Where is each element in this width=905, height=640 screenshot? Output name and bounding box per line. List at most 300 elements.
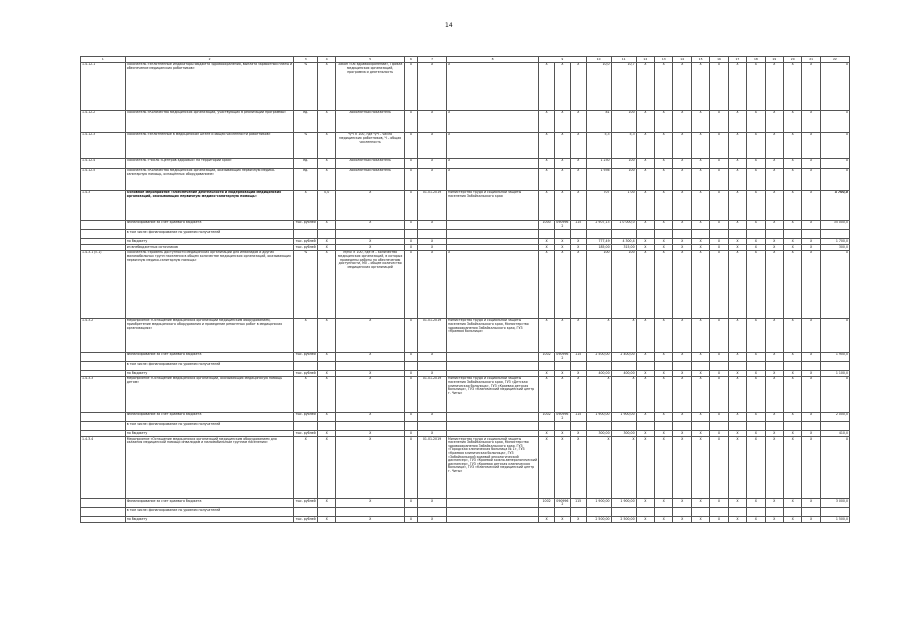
row-code-1: Х — [539, 318, 555, 352]
row-code-2: Х — [554, 62, 570, 110]
row-total — [820, 230, 849, 239]
row-name: Показатель «Уплотнённые индикаторы бюджета здравоохранения, выплата заработной платы и обеспечение медицинских работников» — [125, 62, 294, 110]
row-flag: Х — [404, 132, 417, 158]
row-year-value: Х — [673, 190, 691, 220]
row-year-value: Х — [747, 239, 765, 245]
row-flag: Х — [404, 190, 417, 220]
row-basis — [336, 362, 404, 371]
column-number: 20 — [783, 57, 801, 63]
row-unit — [294, 422, 318, 431]
row-year-value: Х — [655, 376, 673, 412]
row-year-value — [691, 362, 709, 371]
row-year-value: Х — [765, 371, 783, 377]
row-flag: Х — [404, 431, 417, 437]
row-year-value: Х — [710, 190, 728, 220]
row-flag: Х — [404, 437, 417, 499]
row-year-value: Х — [765, 431, 783, 437]
row-year-value: Х — [636, 244, 654, 250]
row-year-value: Х — [636, 318, 654, 352]
row-unit-extra: Х — [318, 376, 336, 412]
row-code: 1.4.12.5 — [81, 168, 126, 190]
row-year-value: Х — [747, 158, 765, 168]
row-flag: Х — [404, 168, 417, 190]
row-unit-extra: 0,0 — [318, 190, 336, 220]
row-value-1: Х — [586, 376, 611, 412]
row-flag: Х — [404, 412, 417, 421]
row-year-value: Х — [802, 517, 820, 523]
row-value-2: Х — [611, 318, 636, 352]
row-code-3: Х — [570, 158, 586, 168]
row-code-3: Х — [570, 62, 586, 110]
row-year-value: Х — [636, 62, 654, 110]
row-code-2: Х — [554, 517, 570, 523]
row-name: Показатель «Число «Центров здоровья» на территории края» — [125, 158, 294, 168]
row-flag: Х — [404, 318, 417, 352]
row-year-value: Х — [636, 437, 654, 499]
row-flag: Х — [404, 376, 417, 412]
row-year-value: Х — [747, 376, 765, 412]
row-year-value: Х — [728, 412, 746, 421]
row-year-value: Х — [802, 132, 820, 158]
row-executor — [447, 422, 539, 431]
row-executor: Министерство труда и социальной защиты населения Забайкальского края, Министерство здравоохранения Забайкальского края, ГУЗ «Краевая больница» — [447, 318, 539, 352]
row-year-value — [655, 508, 673, 517]
row-code-1: Х — [539, 110, 555, 132]
row-unit-extra: Х — [318, 517, 336, 523]
row-total: Х — [820, 250, 849, 318]
row-year-value: Х — [765, 62, 783, 110]
row-year-value: Х — [655, 431, 673, 437]
row-year-value: Х — [765, 250, 783, 318]
row-year-value: Х — [691, 110, 709, 132]
row-year-value: Х — [691, 431, 709, 437]
row-unit: тыс. рублей — [294, 499, 318, 508]
row-total: 1 500,0 — [820, 517, 849, 523]
row-name: Мероприятие «Оснащение медицинских организаций, оказывающих медицинскую помощь детям» — [125, 376, 294, 412]
row-year-value — [691, 230, 709, 239]
row-code-3: 115 — [570, 220, 586, 229]
row-basis — [336, 422, 404, 431]
row-code — [81, 230, 126, 239]
row-basis: Абсолютный показатель — [336, 168, 404, 190]
row-year-value: Х — [765, 437, 783, 499]
row-year-value: Х — [728, 244, 746, 250]
table-row — [81, 499, 850, 508]
row-unit-extra — [318, 230, 336, 239]
row-year-value: Х — [747, 62, 765, 110]
row-code-1: Х — [539, 371, 555, 377]
row-code-2: 0909962 — [556, 412, 569, 421]
row-year-value: Х — [655, 499, 673, 508]
table-row — [81, 362, 850, 371]
row-unit — [294, 362, 318, 371]
row-year-value: Х — [710, 239, 728, 245]
row-year-value: Х — [710, 168, 728, 190]
row-year-value: Х — [783, 110, 801, 132]
row-value-2: 5,3 — [611, 132, 636, 158]
page-number: 14 — [445, 22, 453, 29]
row-flag: Х — [404, 352, 417, 361]
row-year-value: Х — [673, 437, 691, 499]
row-total — [820, 422, 849, 431]
row-year-value: Х — [783, 168, 801, 190]
row-value-1: 1 900,00 — [586, 412, 611, 421]
row-code-1: Х — [539, 250, 555, 318]
row-executor — [447, 499, 539, 508]
row-value-1: 185,00 — [586, 244, 611, 250]
row-code-2 — [554, 362, 570, 371]
row-value-2: 2 400,00 — [611, 352, 636, 361]
row-year-value: Х — [783, 190, 801, 220]
row-year-value: Х — [691, 376, 709, 412]
column-number: 15 — [691, 57, 709, 63]
table-row — [81, 132, 850, 158]
row-year-value: Х — [655, 220, 673, 229]
row-year-value: Х — [673, 371, 691, 377]
row-total: Х — [820, 158, 849, 168]
row-basis: Закон «Об здравоохранении», Приказ медицинских организаций, программа и деятельность — [336, 62, 404, 110]
row-unit: тыс. рублей — [294, 412, 318, 421]
row-flag — [404, 362, 417, 371]
row-name: по бюджету — [125, 239, 294, 245]
row-year-value: Х — [802, 437, 820, 499]
row-year-value: Х — [802, 371, 820, 377]
row-code-2 — [554, 230, 570, 239]
row-code-3: Х — [570, 110, 586, 132]
row-code-1: Х — [539, 62, 555, 110]
row-flag: Х — [404, 244, 417, 250]
row-total: 1 900,0 — [820, 352, 849, 361]
row-unit-extra — [318, 508, 336, 517]
row-year-value: Х — [728, 517, 746, 523]
row-year-value: Х — [765, 158, 783, 168]
row-year-value: Х — [765, 132, 783, 158]
row-code: 1.4.3.3 — [81, 376, 126, 412]
row-year-value: Х — [765, 412, 783, 421]
row-basis — [336, 508, 404, 517]
row-value-2: 100 — [611, 158, 636, 168]
row-year-value: Х — [691, 371, 709, 377]
row-value-2: 10,7 — [611, 62, 636, 110]
row-year-value: Х — [636, 412, 654, 421]
row-flag: Х — [404, 110, 417, 132]
row-value-1: 707 — [586, 190, 611, 220]
row-basis: Х — [336, 190, 404, 220]
row-flag: Х — [404, 158, 417, 168]
row-basis — [336, 230, 404, 239]
row-year-value — [673, 230, 691, 239]
row-year-value: Х — [673, 62, 691, 110]
row-total: 35 000,0 — [820, 220, 849, 229]
row-basis: Х — [336, 220, 404, 229]
row-executor — [447, 412, 539, 421]
row-name: в том числе: финансирование по уровням получателей — [125, 230, 294, 239]
row-year-value: Х — [747, 352, 765, 361]
row-year-value: Х — [655, 62, 673, 110]
table-row — [81, 376, 850, 412]
row-unit-extra: Х — [318, 431, 336, 437]
row-code-1: Х — [539, 517, 555, 523]
row-year-value: Х — [728, 132, 746, 158]
row-executor — [447, 508, 539, 517]
row-year-value — [655, 422, 673, 431]
row-code-3: 115 — [570, 499, 586, 508]
row-year-value — [710, 508, 728, 517]
row-code-2: Х — [554, 168, 570, 190]
row-date: 01.01.2019 — [418, 437, 447, 499]
row-year-value: Х — [691, 437, 709, 499]
row-year-value — [636, 508, 654, 517]
row-year-value: Х — [691, 412, 709, 421]
row-value-2: 4 300,4 — [611, 239, 636, 245]
row-total: Х — [820, 110, 849, 132]
row-value-2: 400,00 — [611, 371, 636, 377]
row-executor — [447, 220, 539, 229]
row-name: в том числе: финансирование по уровням получателей — [125, 362, 294, 371]
column-number: 2 — [125, 57, 294, 63]
row-year-value — [636, 422, 654, 431]
row-date: Х — [418, 371, 447, 377]
row-total: Х — [820, 318, 849, 352]
row-year-value: Х — [728, 371, 746, 377]
row-code-2: Х — [554, 431, 570, 437]
row-unit-extra: Х — [318, 62, 336, 110]
row-year-value: Х — [655, 437, 673, 499]
table-row — [81, 250, 850, 318]
row-year-value: Х — [636, 431, 654, 437]
row-year-value: Х — [710, 371, 728, 377]
row-value-2: 100 — [611, 168, 636, 190]
row-year-value: Х — [728, 239, 746, 245]
row-year-value: Х — [655, 244, 673, 250]
row-year-value: Х — [765, 239, 783, 245]
row-unit-extra: Х — [318, 412, 336, 421]
row-year-value: Х — [691, 352, 709, 361]
row-code: 1.4.3.2 — [81, 318, 126, 352]
row-flag — [404, 230, 417, 239]
row-value-2: 315,00 — [611, 244, 636, 250]
row-date: Х — [418, 110, 447, 132]
row-flag — [404, 422, 417, 431]
row-year-value: Х — [802, 318, 820, 352]
row-year-value: Х — [802, 168, 820, 190]
row-year-value — [783, 508, 801, 517]
row-code-2: Х — [554, 376, 570, 412]
row-total — [820, 508, 849, 517]
row-year-value: Х — [691, 517, 709, 523]
row-year-value: Х — [728, 376, 746, 412]
row-unit: % — [294, 250, 318, 318]
row-total: Х — [820, 132, 849, 158]
row-year-value: Х — [691, 499, 709, 508]
row-executor: Х — [447, 250, 539, 318]
row-code-3: 115 — [570, 352, 586, 361]
row-basis: Х — [336, 239, 404, 245]
row-unit: % — [294, 132, 318, 158]
row-year-value: Х — [636, 352, 654, 361]
row-year-value — [802, 230, 820, 239]
column-number: 19 — [765, 57, 783, 63]
row-value-2: 300,00 — [611, 431, 636, 437]
row-code-3: Х — [570, 517, 586, 523]
row-year-value: Х — [747, 244, 765, 250]
row-year-value: Х — [747, 437, 765, 499]
table-row — [81, 62, 850, 110]
row-unit: ед. — [294, 110, 318, 132]
row-year-value: Х — [636, 158, 654, 168]
column-number: 17 — [728, 57, 746, 63]
row-date: Х — [418, 352, 447, 361]
row-basis: Х — [336, 412, 404, 421]
row-unit: тыс. рублей — [295, 517, 316, 521]
row-value-1: 2 500,00 — [586, 352, 611, 361]
row-value-1: 2 500,00 — [586, 517, 611, 523]
row-year-value: Х — [783, 220, 801, 229]
row-year-value: Х — [655, 412, 673, 421]
column-number: 1 — [81, 57, 126, 63]
row-year-value: Х — [802, 499, 820, 508]
row-year-value: Х — [783, 431, 801, 437]
row-date — [418, 422, 447, 431]
row-year-value: Х — [655, 158, 673, 168]
row-code-3: Х — [570, 431, 586, 437]
row-year-value: Х — [710, 517, 728, 523]
row-value-1: 2 907,13 — [586, 220, 611, 229]
row-year-value: Х — [673, 376, 691, 412]
row-date: Х — [418, 250, 447, 318]
row-year-value: Х — [691, 244, 709, 250]
row-year-value: Х — [710, 220, 728, 229]
row-year-value: Х — [691, 62, 709, 110]
row-year-value: Х — [673, 132, 691, 158]
column-number: 14 — [673, 57, 691, 63]
row-date: Х — [418, 220, 447, 229]
row-code — [81, 352, 126, 361]
row-year-value — [673, 422, 691, 431]
row-code-3: Х — [570, 318, 586, 352]
row-year-value: Х — [802, 431, 820, 437]
row-code-2: Х — [554, 371, 570, 377]
row-year-value: Х — [710, 431, 728, 437]
row-code-3: Х — [570, 239, 586, 245]
row-unit — [294, 508, 318, 517]
row-basis: Х — [336, 376, 404, 412]
row-value-1: 1 900,00 — [586, 499, 611, 508]
table-row — [81, 422, 850, 431]
column-number: 3 — [294, 57, 318, 63]
row-code: 1.4.12.4 — [81, 158, 126, 168]
table-row — [81, 110, 850, 132]
row-value-1: 100 — [586, 250, 611, 318]
row-year-value: Х — [673, 244, 691, 250]
row-unit: тыс. рублей — [294, 352, 318, 361]
table-row — [81, 508, 850, 517]
row-code-1: 1002 — [539, 352, 555, 361]
row-year-value: Х — [710, 158, 728, 168]
row-name: в том числе: финансирование по уровням получателей — [125, 422, 294, 431]
row-year-value: Х — [783, 517, 801, 523]
row-year-value — [747, 508, 765, 517]
row-date: Х — [418, 431, 447, 437]
row-year-value: Х — [655, 168, 673, 190]
row-year-value: Х — [636, 371, 654, 377]
column-number: 22 — [820, 57, 849, 63]
row-code-1: Х — [539, 431, 555, 437]
row-executor — [447, 352, 539, 361]
row-code-2: Х — [554, 244, 570, 250]
row-year-value: Х — [747, 499, 765, 508]
table-row — [81, 318, 850, 352]
row-year-value: Х — [802, 239, 820, 245]
row-year-value: Х — [636, 190, 654, 220]
row-basis: Х — [336, 499, 404, 508]
row-date: Х — [418, 244, 447, 250]
row-year-value: Х — [636, 168, 654, 190]
row-year-value: Х — [765, 190, 783, 220]
row-code — [81, 508, 126, 517]
row-year-value: Х — [710, 250, 728, 318]
row-code-1: Х — [539, 437, 555, 499]
column-number: 13 — [655, 57, 673, 63]
row-year-value: Х — [636, 239, 654, 245]
row-year-value: Х — [802, 220, 820, 229]
row-code-1: 1002 — [539, 499, 555, 508]
column-number: 4 — [318, 57, 336, 63]
row-code: 1.4.3.1 (с.1) — [81, 250, 126, 318]
row-executor: Министерство труда и социальной защиты населения Забайкальского края — [447, 190, 539, 220]
row-total — [820, 362, 849, 371]
row-year-value: Х — [710, 110, 728, 132]
row-year-value: Х — [655, 239, 673, 245]
row-value-2 — [611, 362, 636, 371]
column-number: 12 — [636, 57, 654, 63]
row-total: 300,0 — [820, 244, 849, 250]
row-code-1: Х — [539, 376, 555, 412]
row-year-value: Х — [747, 168, 765, 190]
table-row — [81, 190, 850, 220]
row-date: 01.01.2019 — [418, 376, 447, 412]
row-year-value: Х — [747, 190, 765, 220]
row-date: Х — [418, 62, 447, 110]
row-year-value: Х — [728, 437, 746, 499]
row-year-value: Х — [710, 412, 728, 421]
row-year-value: Х — [636, 250, 654, 318]
column-number: 9 — [539, 57, 586, 63]
row-unit: ед. — [294, 168, 318, 190]
row-year-value: Х — [728, 168, 746, 190]
row-year-value: Х — [655, 250, 673, 318]
row-value-2: 2 500,00 — [611, 517, 636, 523]
row-year-value: Х — [728, 499, 746, 508]
row-year-value — [783, 362, 801, 371]
row-year-value: Х — [636, 499, 654, 508]
program-table — [80, 56, 850, 523]
row-year-value: Х — [783, 132, 801, 158]
row-unit-extra: Х — [318, 110, 336, 132]
row-total: 1 100,0 — [820, 371, 849, 377]
row-total: 1 700,0 — [820, 239, 849, 245]
row-name: в том числе: финансирование по уровням получателей — [125, 508, 294, 517]
row-year-value: Х — [691, 158, 709, 168]
row-year-value: Х — [802, 190, 820, 220]
row-year-value — [655, 230, 673, 239]
table-body — [81, 57, 850, 523]
row-year-value: Х — [802, 376, 820, 412]
row-code-2: Х — [554, 239, 570, 245]
row-executor: Х — [447, 168, 539, 190]
row-value-1 — [586, 508, 611, 517]
column-number: 11 — [611, 57, 636, 63]
